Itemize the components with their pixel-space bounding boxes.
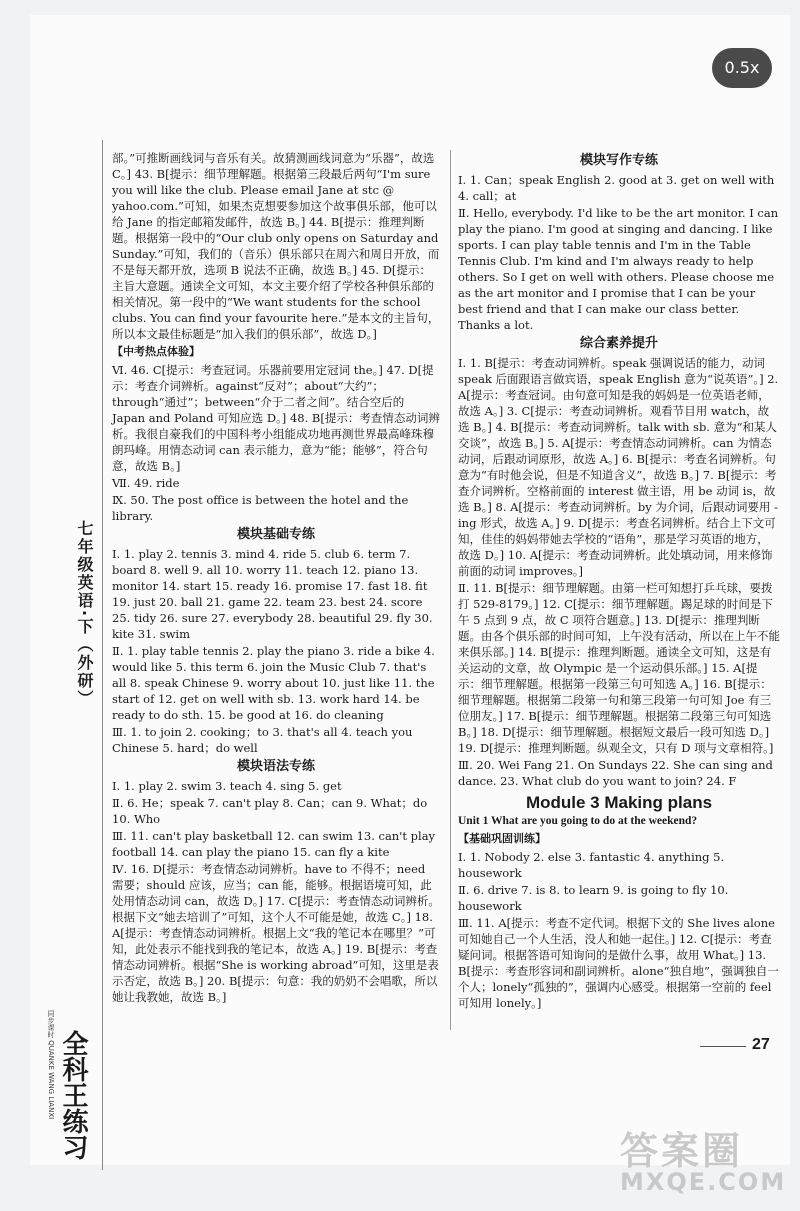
left-column <box>112 150 440 1006</box>
module-title: Module 3 Making plans <box>525 793 713 812</box>
grammar-answer: Ⅰ. 1. play 2. swim 3. teach 4. sing 5. get <box>112 779 342 793</box>
consolidate-answer: Ⅲ. 11. A[提示：考查不定代词。根据下文的 She lives alone 可知她自己一个人生活，没人和她一起住。] 12. C[提示：考查疑问词。根据答语可知询问的是做什么事，故用 What。] 13. B[提示：考查形容词和副词辨析。alone“独自地”，强调独自一个人；lonely“孤独的”，强调内心感受。根据第一空前的 feel 可知用 lonely。] <box>458 916 779 1010</box>
consolidate-answer: Ⅱ. 6. drive 7. is 8. to learn 9. is going to fly 10. housework <box>458 883 729 913</box>
exam-answer: Ⅸ. 50. The post office is between the hotel and the library. <box>112 493 409 523</box>
brand-logo-text: 全科王练习 <box>58 1030 88 1160</box>
grammar-answer: Ⅲ. 11. can't play basketball 12. can swim 13. can't play football 14. can play the piano 15. can fly a kite <box>112 829 436 859</box>
exam-answer: Ⅵ. 46. C[提示：考查冠词。乐器前要用定冠词 the。] 47. D[提示：考查介词辨析。against“反对”；about“大约”；through“通过”；between“介于二者之间”。结合空后的 Japan and Poland 可知应选 D。] 48. B[提示：考查情态动词辨析。我很自豪我们的中国科考小组能成功地再测世界最高峰珠穆朗玛峰。用情态动词 can 表示能力，意为“能；能够”，符合句意，故选 B。] <box>112 363 440 473</box>
exam-answer: Ⅶ. 49. ride <box>112 476 180 490</box>
consolidate-answer: Ⅰ. 1. Nobody 2. else 3. fantastic 4. anything 5. housework <box>458 850 725 880</box>
basic-section-heading: 模块基础专练 <box>236 527 315 542</box>
column-divider <box>450 150 451 1030</box>
consolidate-section-heading: 【基础巩固训练】 <box>458 832 546 845</box>
writing-answer: Ⅱ. Hello, everybody. I'd like to be the art monitor. I can play the piano. I'm good at singing and dancing. I like sports. I can play table tennis and I'm in the Table Tennis Club. I'm kind and I'm always ready to help others. So I get on well with others. Please choose me as the art monitor and I promise that I can be your best friend and that I can make our class better. Thanks a lot. <box>458 206 779 332</box>
grammar-answer: Ⅳ. 16. D[提示：考查情态动词辨析。have to 不得不；need 需要；should 应该，应当；can 能，能够。根据语境可知，此处用情态动词 can，故选 D。] 17. C[提示：考查情态动词辨析。根据下文“她去培训了”可知，这个人不可能是她，故选 C。] 18. A[提示：考查情态动词辨析。根据上文“我的笔记本在哪里？”可知，此处表示不能找到我的笔记本，故选 A。] 19. B[提示：考查情态动词辨析。根据“She is working abroad”可知，这里是表示否定，故选 B。] 20. B[提示：句意：我的奶奶不会唱歌，所以她让我教她，故选 B。] <box>112 862 440 1004</box>
right-column <box>458 150 780 1012</box>
writing-section-heading: 模块写作专练 <box>579 153 658 168</box>
comprehensive-section-heading: 综合素养提升 <box>579 336 658 351</box>
exam-section-heading: 【中考热点体验】 <box>112 345 200 358</box>
basic-answer: Ⅲ. 1. to join 2. cooking；to 3. that's all 4. teach you Chinese 5. hard；do well <box>112 725 413 755</box>
grammar-answer: Ⅱ. 6. He；speak 7. can't play 8. Can；can 9. What；do 10. Who <box>112 796 428 826</box>
reading-answers-continued: 部。”可推断画线词与音乐有关。故猜测画线词意为“乐器”，故选 C。] 43. B[提示：细节理解题。根据第三段最后两句“I'm sure you will like the club. Please email Jane at stc @ yahoo.com.”可知，如果杰克想要参加这个故事俱乐部，他可以给 Jane 的指定邮箱发邮件，故选 B。] 44. B[提示：推理判断题。根据第一段中的“Our club only opens on Saturday and Sunday.”可知，我们的（音乐）俱乐部只在周六和周日开放，而不是每天都开放，选项 B 说法不正确，故选 B。] 45. D[提示：主旨大意题。通读全文可知，本文主要介绍了学校各种俱乐部的相关情况。第一段中的“We want students for the school clubs. You can find your favourite here.”是本文的主旨句，所以本文最佳标题是“加入我们的俱乐部”，故选 D。] <box>112 151 440 341</box>
grammar-section-heading: 模块语法专练 <box>236 759 315 774</box>
unit-title: Unit 1 What are you going to do at the weekend? <box>458 815 698 827</box>
page-number-rule <box>700 1046 746 1047</box>
spine-title: 七年级英语·下（外研） <box>75 520 94 709</box>
writing-answer: Ⅰ. 1. Can；speak English 2. good at 3. get on well with 4. call；at <box>458 173 775 203</box>
comprehensive-answer: Ⅲ. 20. Wei Fang 21. On Sundays 22. She can sing and dance. 23. What club do you want to join? 24. F <box>458 758 773 788</box>
brand-subtitle: 同步课时 QUANKE WANG LIANXI <box>47 1010 55 1120</box>
zoom-level-badge[interactable]: 0.5x <box>712 48 772 88</box>
watermark-url: MXQE.COM <box>620 1168 787 1196</box>
comprehensive-answer: Ⅱ. 11. B[提示：细节理解题。由第一栏可知想打乒乓球，要拨打 529-8179。] 12. C[提示：细节理解题。踢足球的时间是下午 5 点到 9 点，故 C 项符合题意。] 13. D[提示：推理判断题。由各个俱乐部的时间可知，上午没有活动，所以在上午不能来俱乐部。] 14. B[提示：推理判断题。通读全文可知，这是有关运动的文章，故 Olympic 是一个运动俱乐部。] 15. A[提示：细节理解题。根据第一段第三句可知选 A。] 16. B[提示：细节理解题。根据第二段第一句和第三段第一句可知 Joe 有三位朋友。] 17. B[提示：细节理解题。根据第二段第三句可知选 B。] 18. D[提示：细节理解题。根据短文最后一段可知选 D。] 19. D[提示：推理判断题。纵观全文，只有 D 项与文章相符。] <box>458 581 780 755</box>
watermark <box>620 1120 787 1196</box>
page-number: 27 <box>752 1036 770 1053</box>
basic-answer: Ⅱ. 1. play table tennis 2. play the piano 3. ride a bike 4. would like 5. this term 6. join the Music Club 7. that's all 8. speak Chinese 9. worry about 10. just like 11. the start of 12. get on well with sb. 13. work hard 14. be ready to do sth. 15. be good at 16. do cleaning <box>112 644 435 722</box>
watermark-text: 答案圈 <box>620 1129 744 1173</box>
comprehensive-answer: Ⅰ. 1. B[提示：考查动词辨析。speak 强调说话的能力，动词 speak 后面跟语言做宾语，speak English 意为“说英语”。] 2. A[提示：考查冠词。由句意可知是我的妈妈是一位英语老师，故选 A。] 3. C[提示：考查动词辨析。观看节目用 watch，故选 B。] 4. B[提示：考查动词辨析。talk with sb. 意为“和某人交谈”，故选 B。] 5. A[提示：考查情态动词辨析。can 为情态动词，后跟动词原形，故选 A。] 6. B[提示：考查名词辨析。句意为“有时他会说，但是不知道含义”，故选 B。] 7. B[提示：考查介词辨析。空格前面的 interest 做主语，用 be 动词 is，故选 B。] 8. A[提示：考查动词辨析。by 为介词，后跟动词要用 -ing 形式，故选 A。] 9. D[提示：考查名词辨析。结合上下文可知，佳佳的妈妈带她去学校的“语角”，那是学习英语的地方，故选 D。] 10. A[提示：考查动词辨析。此处填动词，用来修饰前面的动词 improves。] <box>458 356 779 578</box>
basic-answer: Ⅰ. 1. play 2. tennis 3. mind 4. ride 5. club 6. term 7. board 8. well 9. all 10. worry 11. teach 12. piano 13. monitor 14. start 15. ready 16. promise 17. fast 18. fit 19. just 20. ball 21. game 22. team 23. best 24. score 25. tidy 26. sure 27. everybody 28. beautiful 29. fly 30. kite 31. swim <box>112 547 433 641</box>
